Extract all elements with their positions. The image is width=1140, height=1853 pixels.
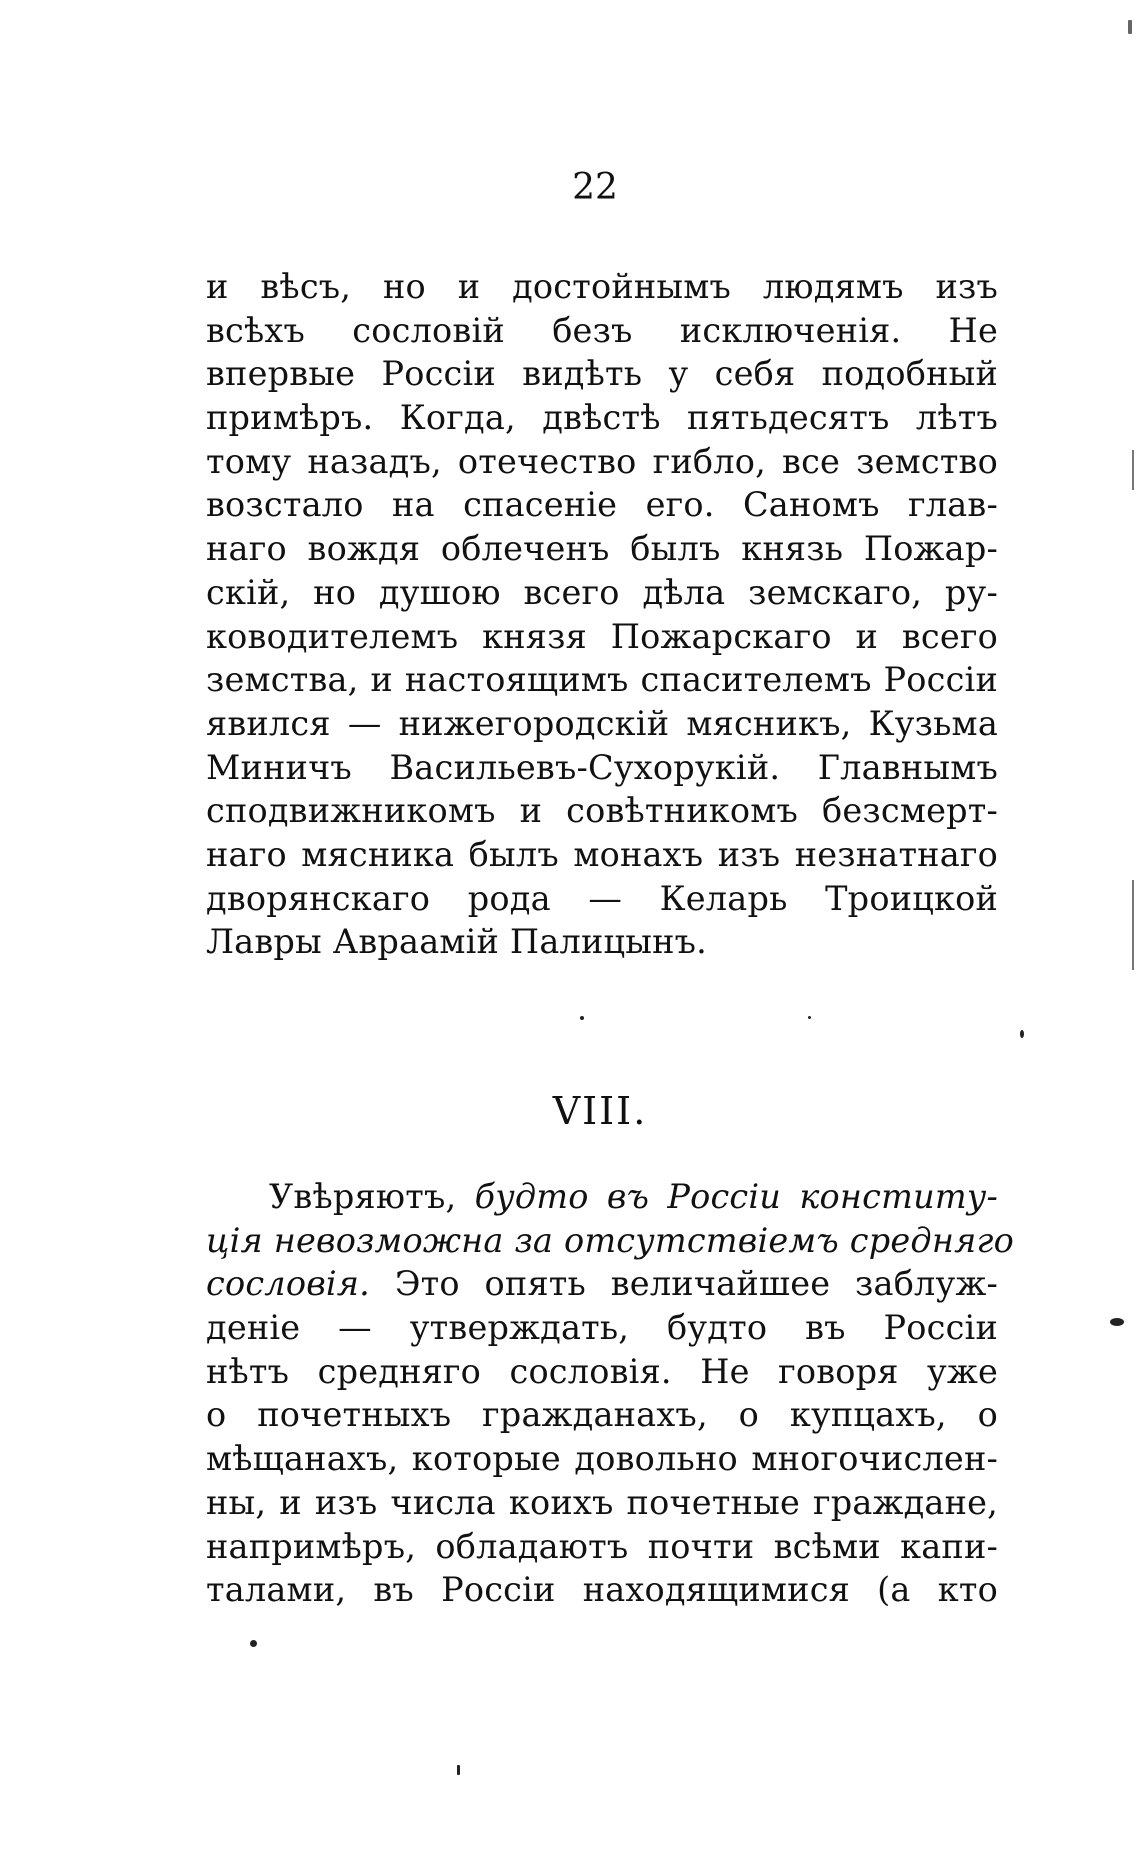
text-run: Это опять величайшее заблуж- [370, 1264, 998, 1304]
italic-run: сословія. [206, 1264, 371, 1304]
text-line: скій, но душою всего дѣла земскаго, ру- [206, 572, 998, 612]
text-line: возстало на спасеніе его. Саномъ глав- [206, 485, 998, 525]
text-line: тому назадъ, отечество гибло, все земство [206, 441, 998, 481]
text-line: Миничъ Васильевъ-Сухорукій. Главнымъ [206, 747, 998, 787]
text-line [206, 1175, 998, 1219]
paragraph-2 [206, 1175, 1014, 1612]
italic-run: ція невозможна за отсутствіемъ средняго [206, 1220, 1014, 1260]
text-line [206, 1262, 998, 1306]
text-line: сподвижникомъ и совѣтникомъ безсмерт- [206, 791, 998, 831]
scan-speck [580, 1016, 584, 1020]
text-line: примѣръ. Когда, двѣстѣ пятьдесятъ лѣтъ [206, 398, 998, 438]
scan-edge-mark [1132, 450, 1134, 490]
scan-speck [457, 1765, 460, 1775]
text-line [206, 1219, 1014, 1263]
page-number: 22 [572, 167, 618, 208]
text-line: напримѣръ, обладаютъ почти всѣми капи- [206, 1526, 998, 1566]
text-line: наго мясника былъ монахъ изъ незнатнаго [206, 834, 998, 874]
text-line: мѣщанахъ, которые довольно многочислен- [206, 1439, 998, 1479]
text-line: нѣтъ средняго сословія. Не говоря уже [206, 1351, 998, 1391]
text-line: наго вождя облеченъ былъ князь Пожар- [206, 529, 998, 569]
scan-speck [250, 1640, 257, 1647]
text-line: всѣхъ сословій безъ исключенія. Не [206, 310, 998, 350]
scan-speck [808, 1016, 811, 1019]
text-line: деніе — утверждать, будто въ Россіи [206, 1308, 998, 1348]
text-line: и вѣсъ, но и достойнымъ людямъ изъ [206, 267, 998, 306]
text-run: Увѣряютъ, [269, 1177, 475, 1216]
text-line: о почетныхъ гражданахъ, о купцахъ, о [206, 1395, 998, 1435]
text-line: ководителемъ князя Пожарскаго и всего [206, 616, 998, 656]
text-line: впервые Россіи видѣть у себя подобный [206, 354, 998, 394]
scan-speck [1110, 1318, 1124, 1326]
paragraph-1 [206, 265, 998, 964]
text-line: ны, и изъ числа коихъ почетные граждане, [206, 1482, 998, 1522]
scan-speck [1128, 20, 1132, 34]
text-line: дворянскаго рода — Келарь Троицкой [206, 878, 998, 918]
text-line: талами, въ Россіи находящимися (а кто [206, 1570, 998, 1610]
scan-edge-mark [1132, 880, 1134, 970]
scan-speck [1020, 1030, 1024, 1038]
section-heading: VIII. [552, 1089, 648, 1133]
italic-run: будто въ Россіи конститу- [474, 1177, 998, 1216]
text-line: земства, и настоящимъ спасителемъ Россіи [206, 660, 998, 700]
text-line: явился — нижегородскій мясникъ, Кузьма [206, 703, 998, 743]
text-line: Лавры Авраамій Палицынъ. [206, 922, 708, 962]
